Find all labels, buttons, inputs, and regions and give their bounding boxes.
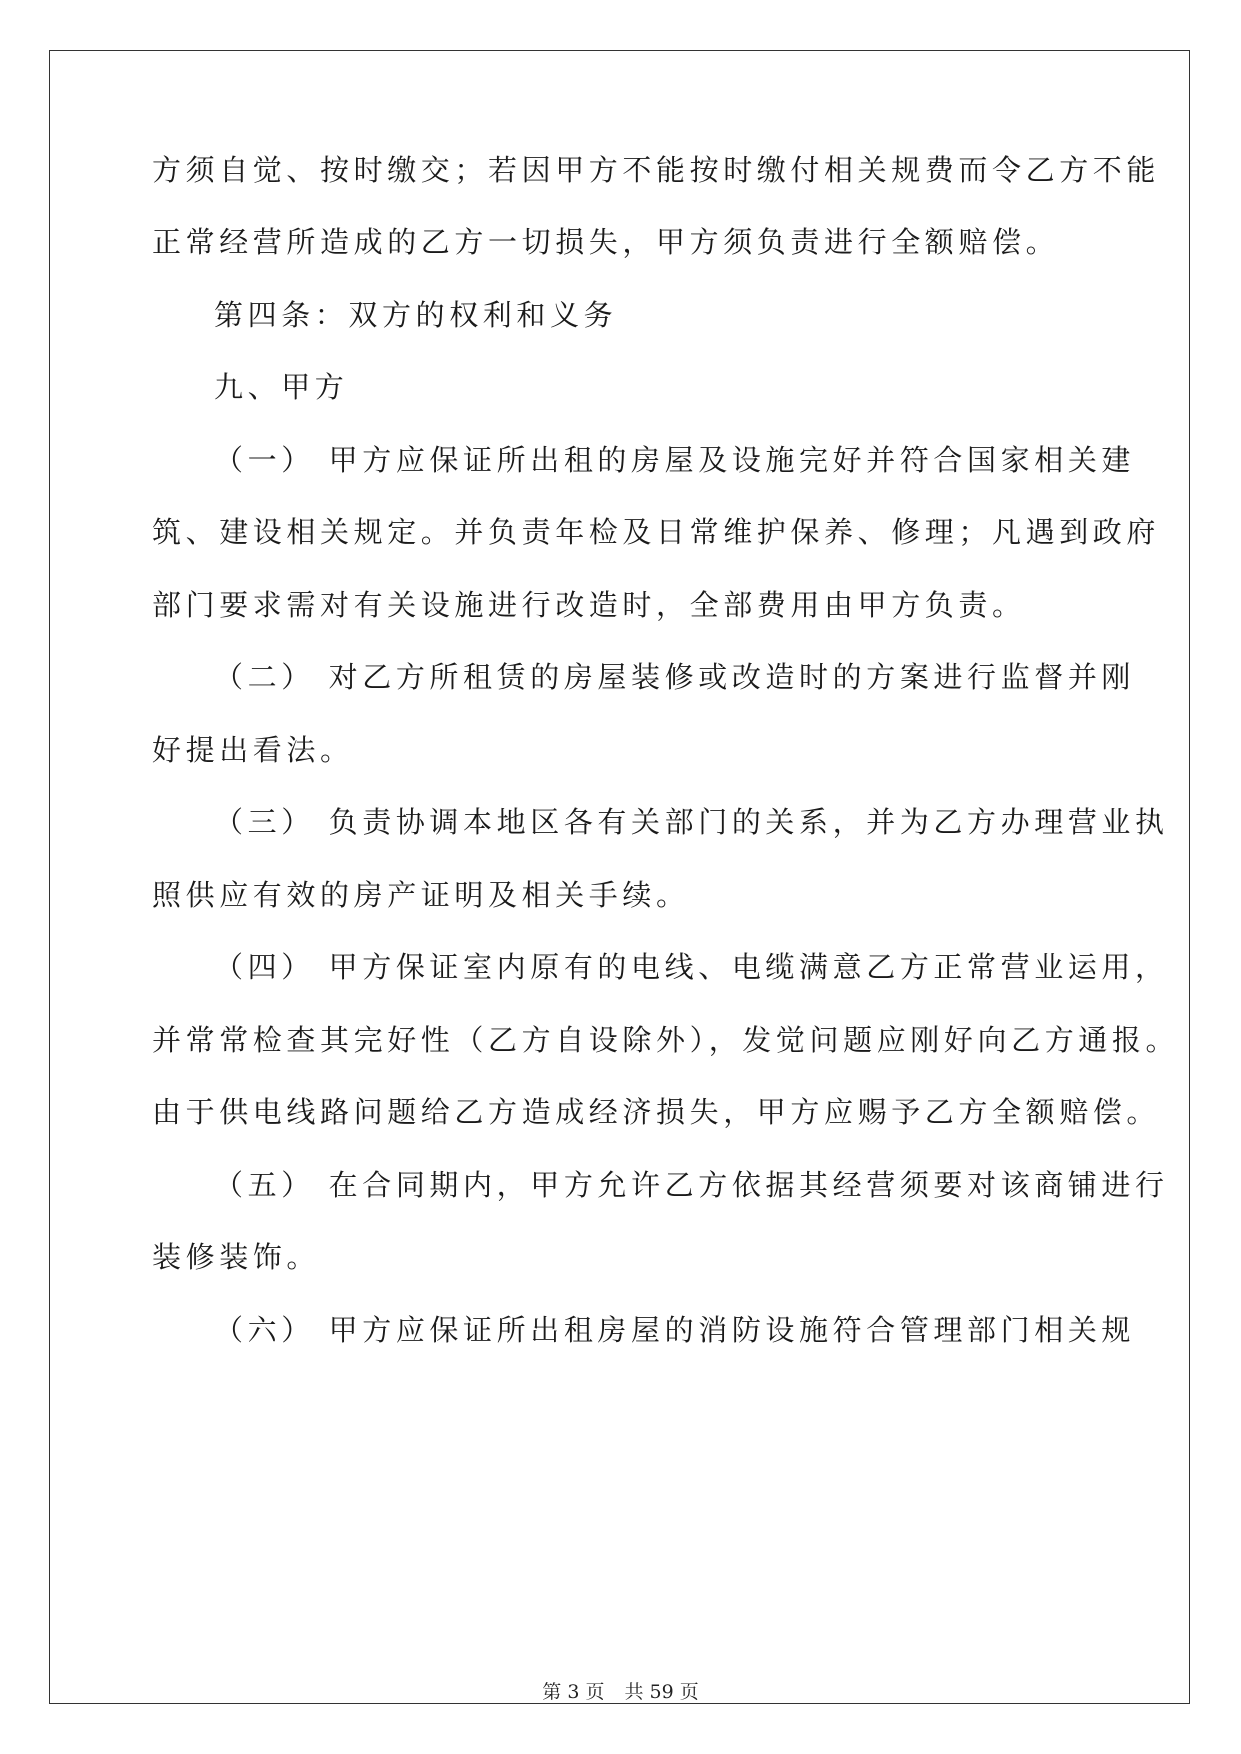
page-total: 共 59 页 (624, 1681, 699, 1703)
page-footer (0, 1680, 1241, 1704)
text-line: （三） 负责协调本地区各有关部门的关系，并为乙方办理营业执 (214, 805, 1169, 839)
text-line: 好提出看法。 (152, 733, 354, 767)
text-line: 装修装饰。 (152, 1240, 321, 1274)
page-number: 第 3 页 (542, 1681, 605, 1703)
text-line: （六） 甲方应保证所出租房屋的消防设施符合管理部门相关规 (214, 1313, 1136, 1347)
text-line: 并常常检查其完好性（乙方自设除外），发觉问题应刚好向乙方通报。 (152, 1023, 1180, 1057)
section-heading: 第四条：双方的权利和义务 (214, 298, 618, 332)
text-line: （四） 甲方保证室内原有的电线、电缆满意乙方正常营业运用， (214, 950, 1169, 984)
text-line: 筑、建设相关规定。并负责年检及日常维护保养、修理；凡遇到政府 (152, 515, 1161, 549)
text-line: 正常经营所造成的乙方一切损失，甲方须负责进行全额赔偿。 (152, 225, 1060, 259)
text-line: （五） 在合同期内，甲方允许乙方依据其经营须要对该商铺进行 (214, 1168, 1169, 1202)
sub-heading: 九、甲方 (214, 370, 349, 404)
text-line: 方须自觉、按时缴交；若因甲方不能按时缴付相关规费而令乙方不能 (152, 153, 1161, 187)
text-line: 部门要求需对有关设施进行改造时，全部费用由甲方负责。 (152, 588, 1026, 622)
text-line: （一） 甲方应保证所出租的房屋及设施完好并符合国家相关建 (214, 443, 1136, 477)
text-line: 照供应有效的房产证明及相关手续。 (152, 878, 690, 912)
text-line: 由于供电线路问题给乙方造成经济损失，甲方应赐予乙方全额赔偿。 (152, 1095, 1161, 1129)
text-line: （二） 对乙方所租赁的房屋装修或改造时的方案进行监督并刚 (214, 660, 1136, 694)
